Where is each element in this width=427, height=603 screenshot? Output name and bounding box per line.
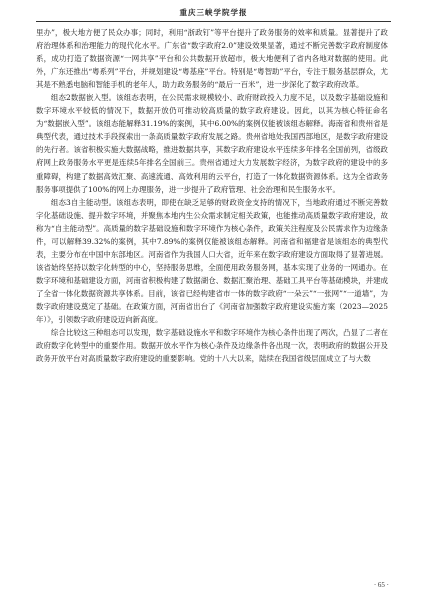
header-divider: [36, 21, 391, 22]
running-header: 重庆三峡学院学报: [179, 8, 248, 17]
paragraph-configuration-2: 组态2数据嵌入型。该组态表明，在公民需求规模较小、政府财政投入力度不足，以及数字基础设施和数字环境水平较低的情况下，数据开放仍可推动较高质量的数字政府建设。因此，以其为核心特征命名为“数据嵌入型”。该组态能解释31.19%的案例，其中6.00%的案例仅能被该组态解释。海南省和贵州省是典型代表，通过技术手段探索出一条高质量数字政府发展之路。贵州省地处我国西部地区，是数字政府建设的先行者。该省积极实施大数据战略，推进数据共享，其数字政府建设水平连续多年排名全国前列，省级政府网上政务服务水平更是连续5年排名全国前三。贵州省通过大力发展数字经济，为数字政府的建设中的多重障碍，构建了数据高效汇聚、高速流通、高效利用的云平台，打造了一体化数据资源体系。这为全省政务服务事项提供了100%的网上办理服务，进一步提升了政府管理、社会治理和民生服务水平。: [36, 93, 388, 194]
body-text: [36, 26, 388, 365]
paragraph-configuration-3: 组态3自主能动型。该组态表明，即使在缺乏足够的财政资金支持的情况下，当地政府通过不断完善数字化基础设施、提升数字环境，并聚焦本地内生公众需求制定相关政策，也能推动高质量数字政府建设，故称为“自主能动型”。高质量的数字基础设施和数字环境作为核心条件，政策关注程度及公民需求作为边缘条件，可以解释39.32%的案例，其中7.89%的案例仅能被该组态解释。河南省和福建省是该组态的典型代表，主要分布在中国中东部地区。河南省作为我国人口大省，近年来在数字政府建设方面取得了显著进展。该省始终坚持以数字化转型的中心，坚持服务思维，全面使用政务服务网，基本实现了业务的一网通办。在数字环境和基础建设方面，河南省积极构建了数据湖仓、数据汇聚治理、基础工具平台等基础模块，并建成了全省一体化数据资源共享体系。目前，该省已经构建省市一体的数字政府“一朵云”“一张网”“一道墙”，为数字政府建设奠定了基础。在政策方面，河南省出台了《河南省加强数字政府建设实施方案（2023—2025年）》，引领数字政府建设迈向新高度。: [36, 197, 388, 325]
paragraph-comparison: 综合比较这三种组态可以发现，数字基础设施水平和数字环境作为核心条件出现了两次，凸显了二者在政府数字化转型中的重要作用。数据开放水平作为核心条件及边缘条件各出现一次，表明政府的数据公开及政务开放平台对高质量数字政府建设的重要影响。党的十八大以来，陆续在我国省级层面成立了与大数: [36, 328, 388, 364]
paragraph-continuation: 里办”，极大地方便了民众办事；同时，利用“浙政钉”等平台提升了政务服务的效率和质量。显著提升了政府治理体系和治理能力的现代化水平。广东省“数字政府2.0”建设效果显著，通过不断完善数字政府制度体系，成功打造了数据资源“一网共享”平台和公共数据开放超市，极大地便利了省内各地对数据的使用。此外，广东还推出“粤系列”平台，并规划建设“粤基座”平台。特别是“粤智助”平台，专注于服务基层群众，尤其是不熟悉电脑和智能手机的老年人，助力政务服务的“最后一百米”，进一步深化了数字政府改革。: [36, 28, 388, 90]
page-number: · 65 ·: [373, 581, 389, 589]
